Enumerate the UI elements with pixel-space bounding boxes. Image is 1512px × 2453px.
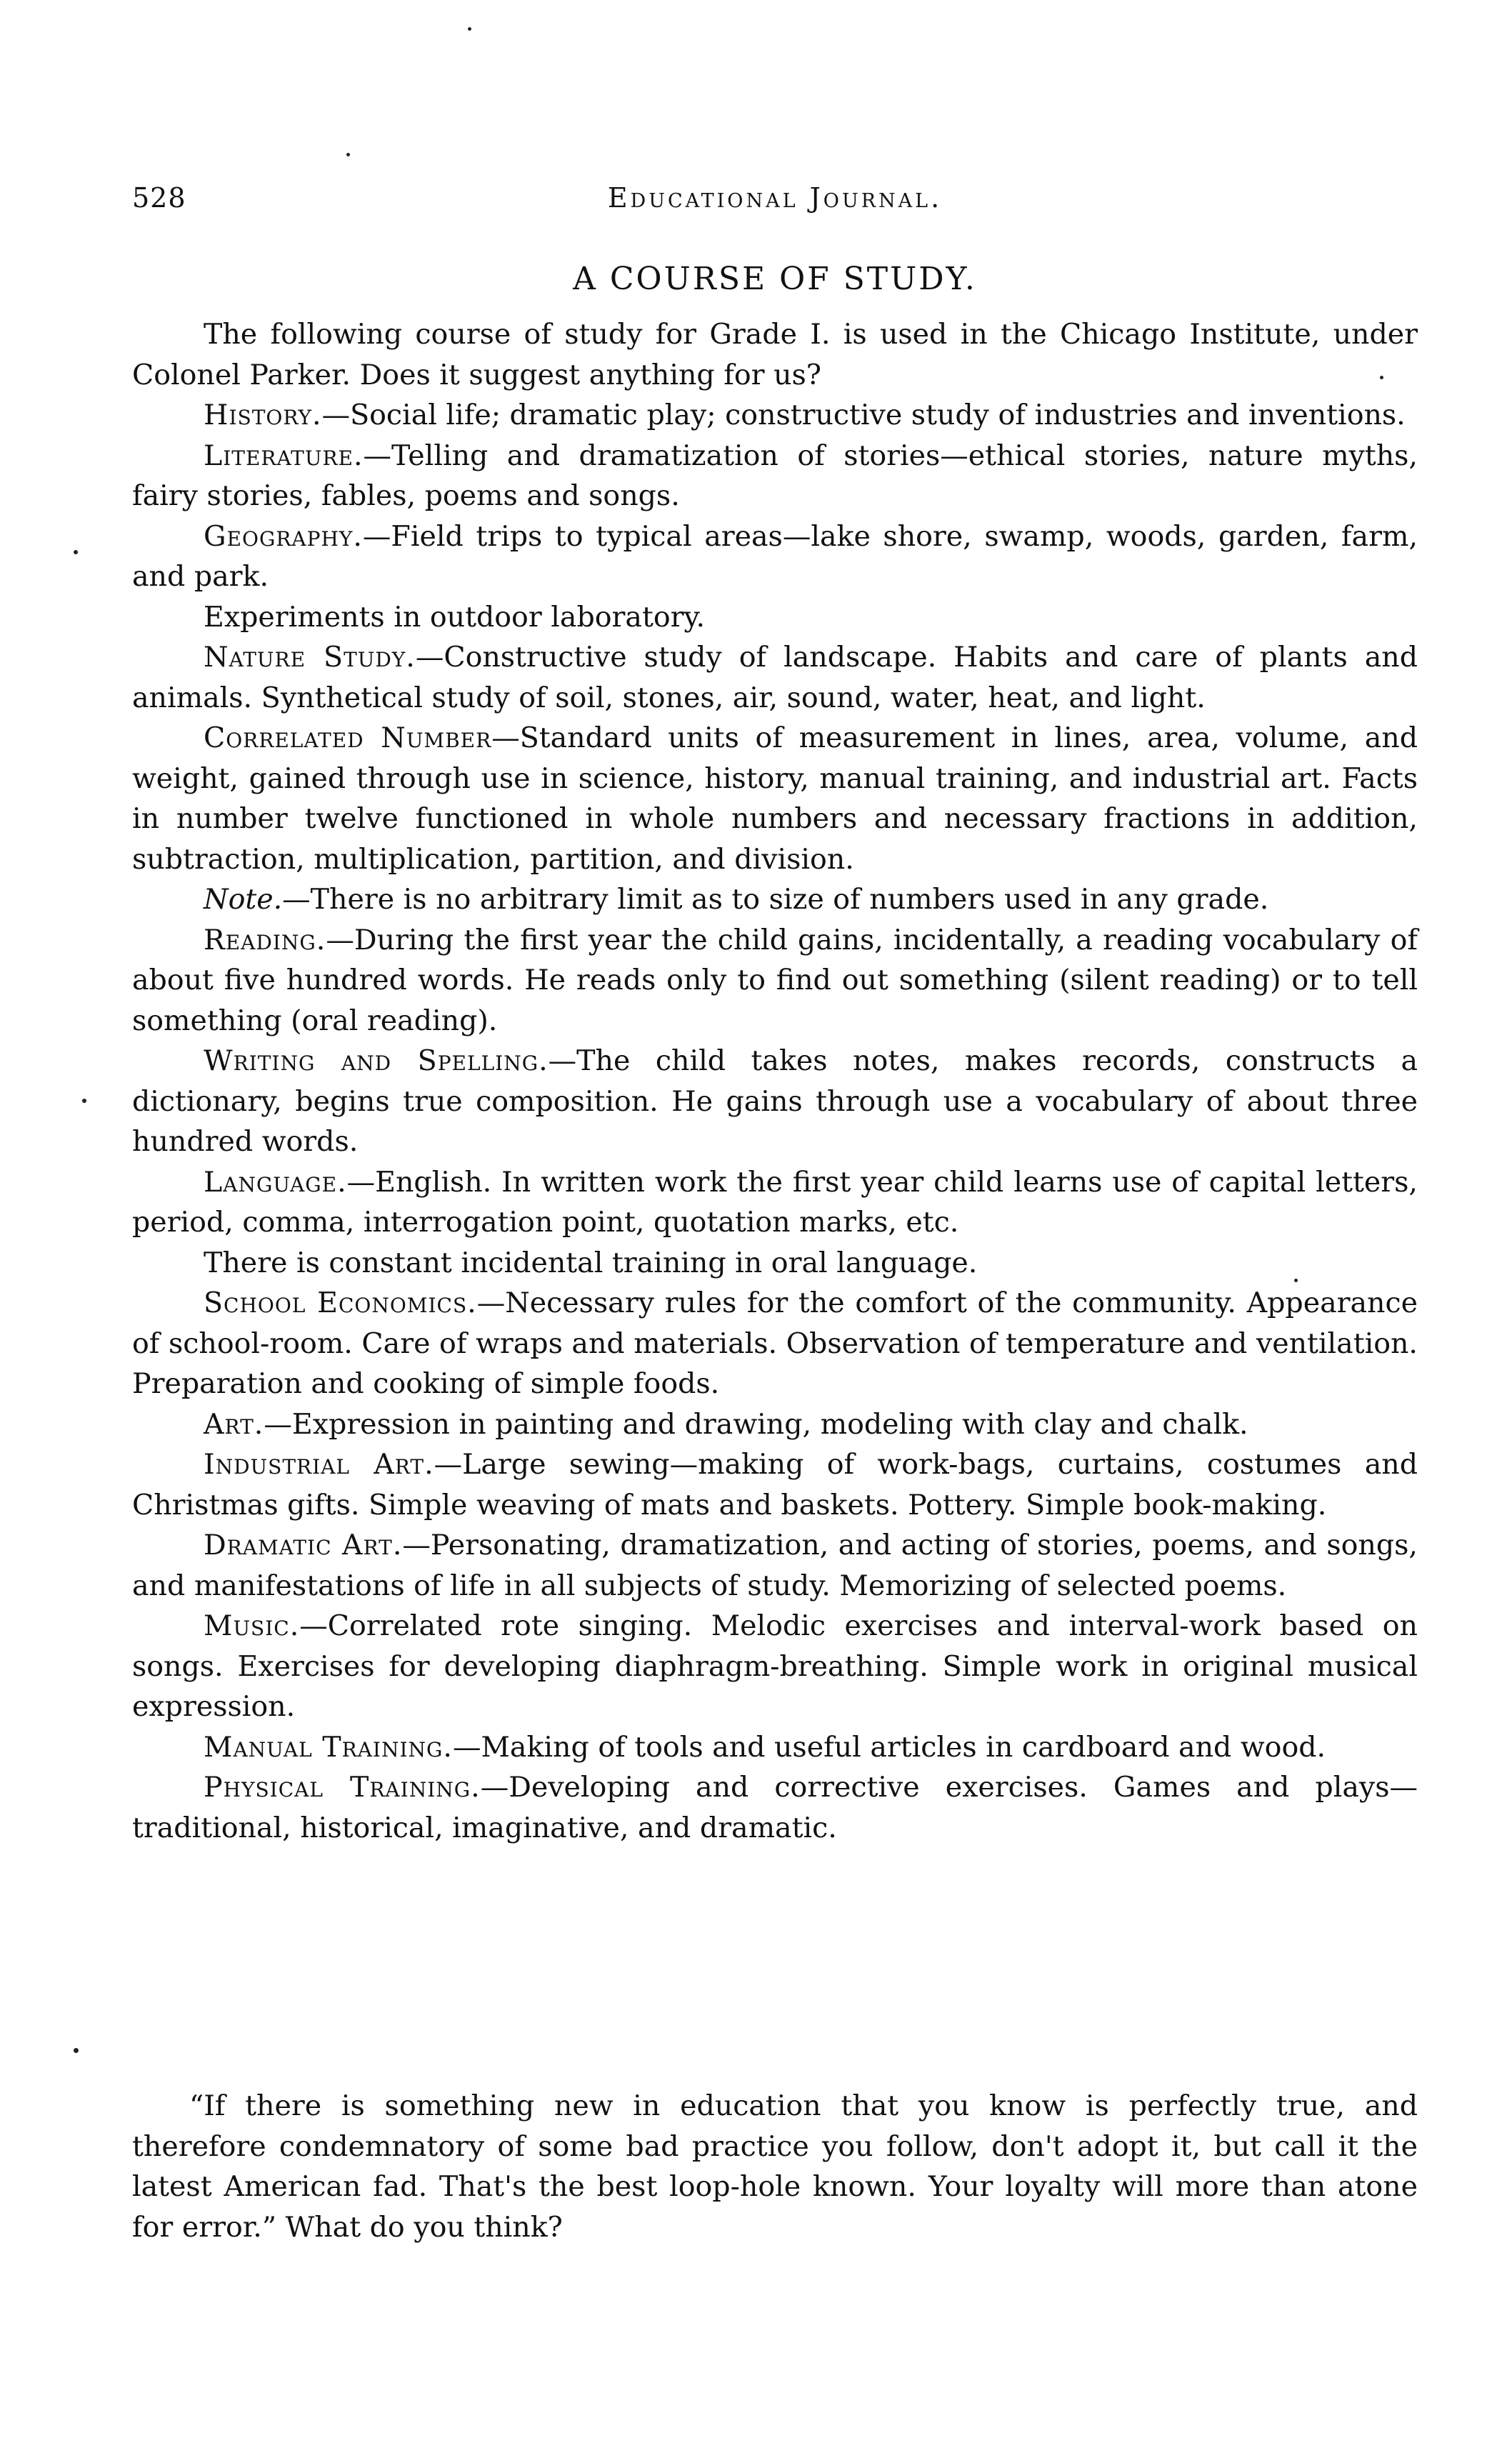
section-music (132, 1606, 1418, 1727)
section-text: Experiments in outdoor laboratory. (204, 600, 706, 634)
section-manual-training (132, 1727, 1418, 1768)
closing-quote (132, 2086, 1418, 2247)
section-text: —Developing and corrective exercises. Games and plays—traditional, historical, imaginative, and dramatic. (132, 1771, 1418, 1844)
section-text: —Standard units of measurement in lines, area, volume, and weight, gained through use in science, history, manual training, and industrial art. Facts in number twelve functioned in whole numbers and necessary fractions in addition, subtraction, multiplication, partition, and division. (132, 721, 1418, 876)
section-head: Dramatic Art. (204, 1529, 403, 1562)
section-industrial-art (132, 1444, 1418, 1525)
section-head: Writing and Spelling. (204, 1044, 549, 1077)
page-number: 528 (132, 182, 186, 214)
quote-paragraph: “If there is something new in education that you know is perfectly true, and therefore condemnatory of some bad practice you follow, don't adopt it, but call it the latest American fad. That's the best loop-hole known. Your loyalty will more than atone for error.” What do you think? (132, 2089, 1418, 2244)
section-text: —Personating, dramatization, and acting of stories, poems, and songs, and manifestations of life in all subjects of study. Memorizing of selected poems. (132, 1529, 1418, 1602)
running-head: Educational Journal. (607, 182, 943, 214)
section-text: —Expression in painting and drawing, modeling with clay and chalk. (264, 1407, 1248, 1441)
section-literature (132, 436, 1418, 516)
section-head: Manual Training. (204, 1730, 453, 1764)
section-text: —Making of tools and useful articles in cardboard and wood. (452, 1730, 1326, 1764)
section-text: —Constructive study of landscape. Habits and care of plants and animals. Synthetical study of soil, stones, air, sound, water, heat, and light. (132, 641, 1418, 714)
article-title: A COURSE OF STUDY. (573, 261, 977, 297)
section-art (132, 1404, 1418, 1445)
section-head: Nature Study. (204, 641, 416, 674)
section-history (132, 395, 1418, 436)
section-geography (132, 516, 1418, 597)
section-text: —Social life; dramatic play; constructive study of industries and inventions. (321, 399, 1406, 431)
section-head: Literature. (204, 439, 364, 472)
section-text: —Telling and dramatization of stories—ethical stories, nature myths, fairy stories, fables, poems and songs. (132, 439, 1418, 512)
section-text: —During the first year the child gains, incidentally, a reading vocabulary of about five hundred words. He reads only to find out something (silent reading) or to tell something (oral reading). (132, 923, 1418, 1037)
section-text: —Correlated rote singing. Melodic exercises and interval-work based on songs. Exercises for developing diaphragm-breathing. Simple work in original musical expression. (132, 1609, 1418, 1723)
section-text: There is constant incidental training in oral language. (204, 1246, 978, 1279)
scan-speck (74, 550, 78, 554)
section-correlated-number (132, 718, 1418, 879)
section-geography-experiments (132, 597, 1418, 638)
section-head: Geography. (204, 519, 363, 553)
intro-paragraph: The following course of study for Grade I. is used in the Chicago Institute, under Colonel Parker. Does it suggest anything for us? (132, 318, 1418, 391)
section-physical-training (132, 1767, 1418, 1848)
section-text: —English. In written work the first year child learns use of capital letters, period, comma, interrogation point, quotation marks, etc. (132, 1165, 1418, 1239)
section-text: —Field trips to typical areas—lake shore, swamp, woods, garden, farm, and park. (132, 519, 1418, 593)
section-head: Language. (204, 1165, 347, 1199)
section-head: Music. (204, 1609, 300, 1642)
scan-speck (82, 1099, 86, 1103)
section-head: Art. (204, 1407, 264, 1441)
note-label: Note. (204, 883, 283, 916)
scan-speck (1294, 1279, 1298, 1282)
scan-speck (346, 153, 350, 156)
article-body (132, 314, 1418, 1848)
section-head: School Economics. (204, 1287, 477, 1319)
section-head: History. (204, 399, 322, 431)
section-dramatic-art (132, 1525, 1418, 1606)
section-writing-spelling (132, 1041, 1418, 1162)
section-nature-study (132, 637, 1418, 718)
section-text: —Necessary rules for the comfort of the community. Appearance of school-room. Care of wraps and materials. Observation of temperature and ventilation. Preparation and cooking of simple foods. (132, 1287, 1418, 1400)
section-school-economics (132, 1283, 1418, 1404)
section-head: Reading. (204, 923, 326, 956)
section-text: —Large sewing—making of work-bags, curtains, costumes and Christmas gifts. Simple weaving of mats and baskets. Pottery. Simple book-making. (132, 1448, 1418, 1522)
section-text: —There is no arbitrary limit as to size of numbers used in any grade. (282, 883, 1269, 916)
scan-speck (468, 27, 471, 31)
page-header (132, 182, 1418, 218)
section-language-oral (132, 1243, 1418, 1284)
scan-speck (1380, 376, 1383, 379)
section-head: Correlated Number (204, 721, 492, 754)
scan-speck (74, 2048, 79, 2053)
section-head: Industrial Art. (204, 1448, 434, 1481)
section-text: —The child takes notes, makes records, constructs a dictionary, begins true composition. He gains through use a vocabulary of about three hundred words. (132, 1044, 1418, 1158)
section-language (132, 1162, 1418, 1243)
section-reading (132, 920, 1418, 1041)
section-head: Physical Training. (204, 1771, 481, 1804)
section-note (132, 879, 1418, 920)
